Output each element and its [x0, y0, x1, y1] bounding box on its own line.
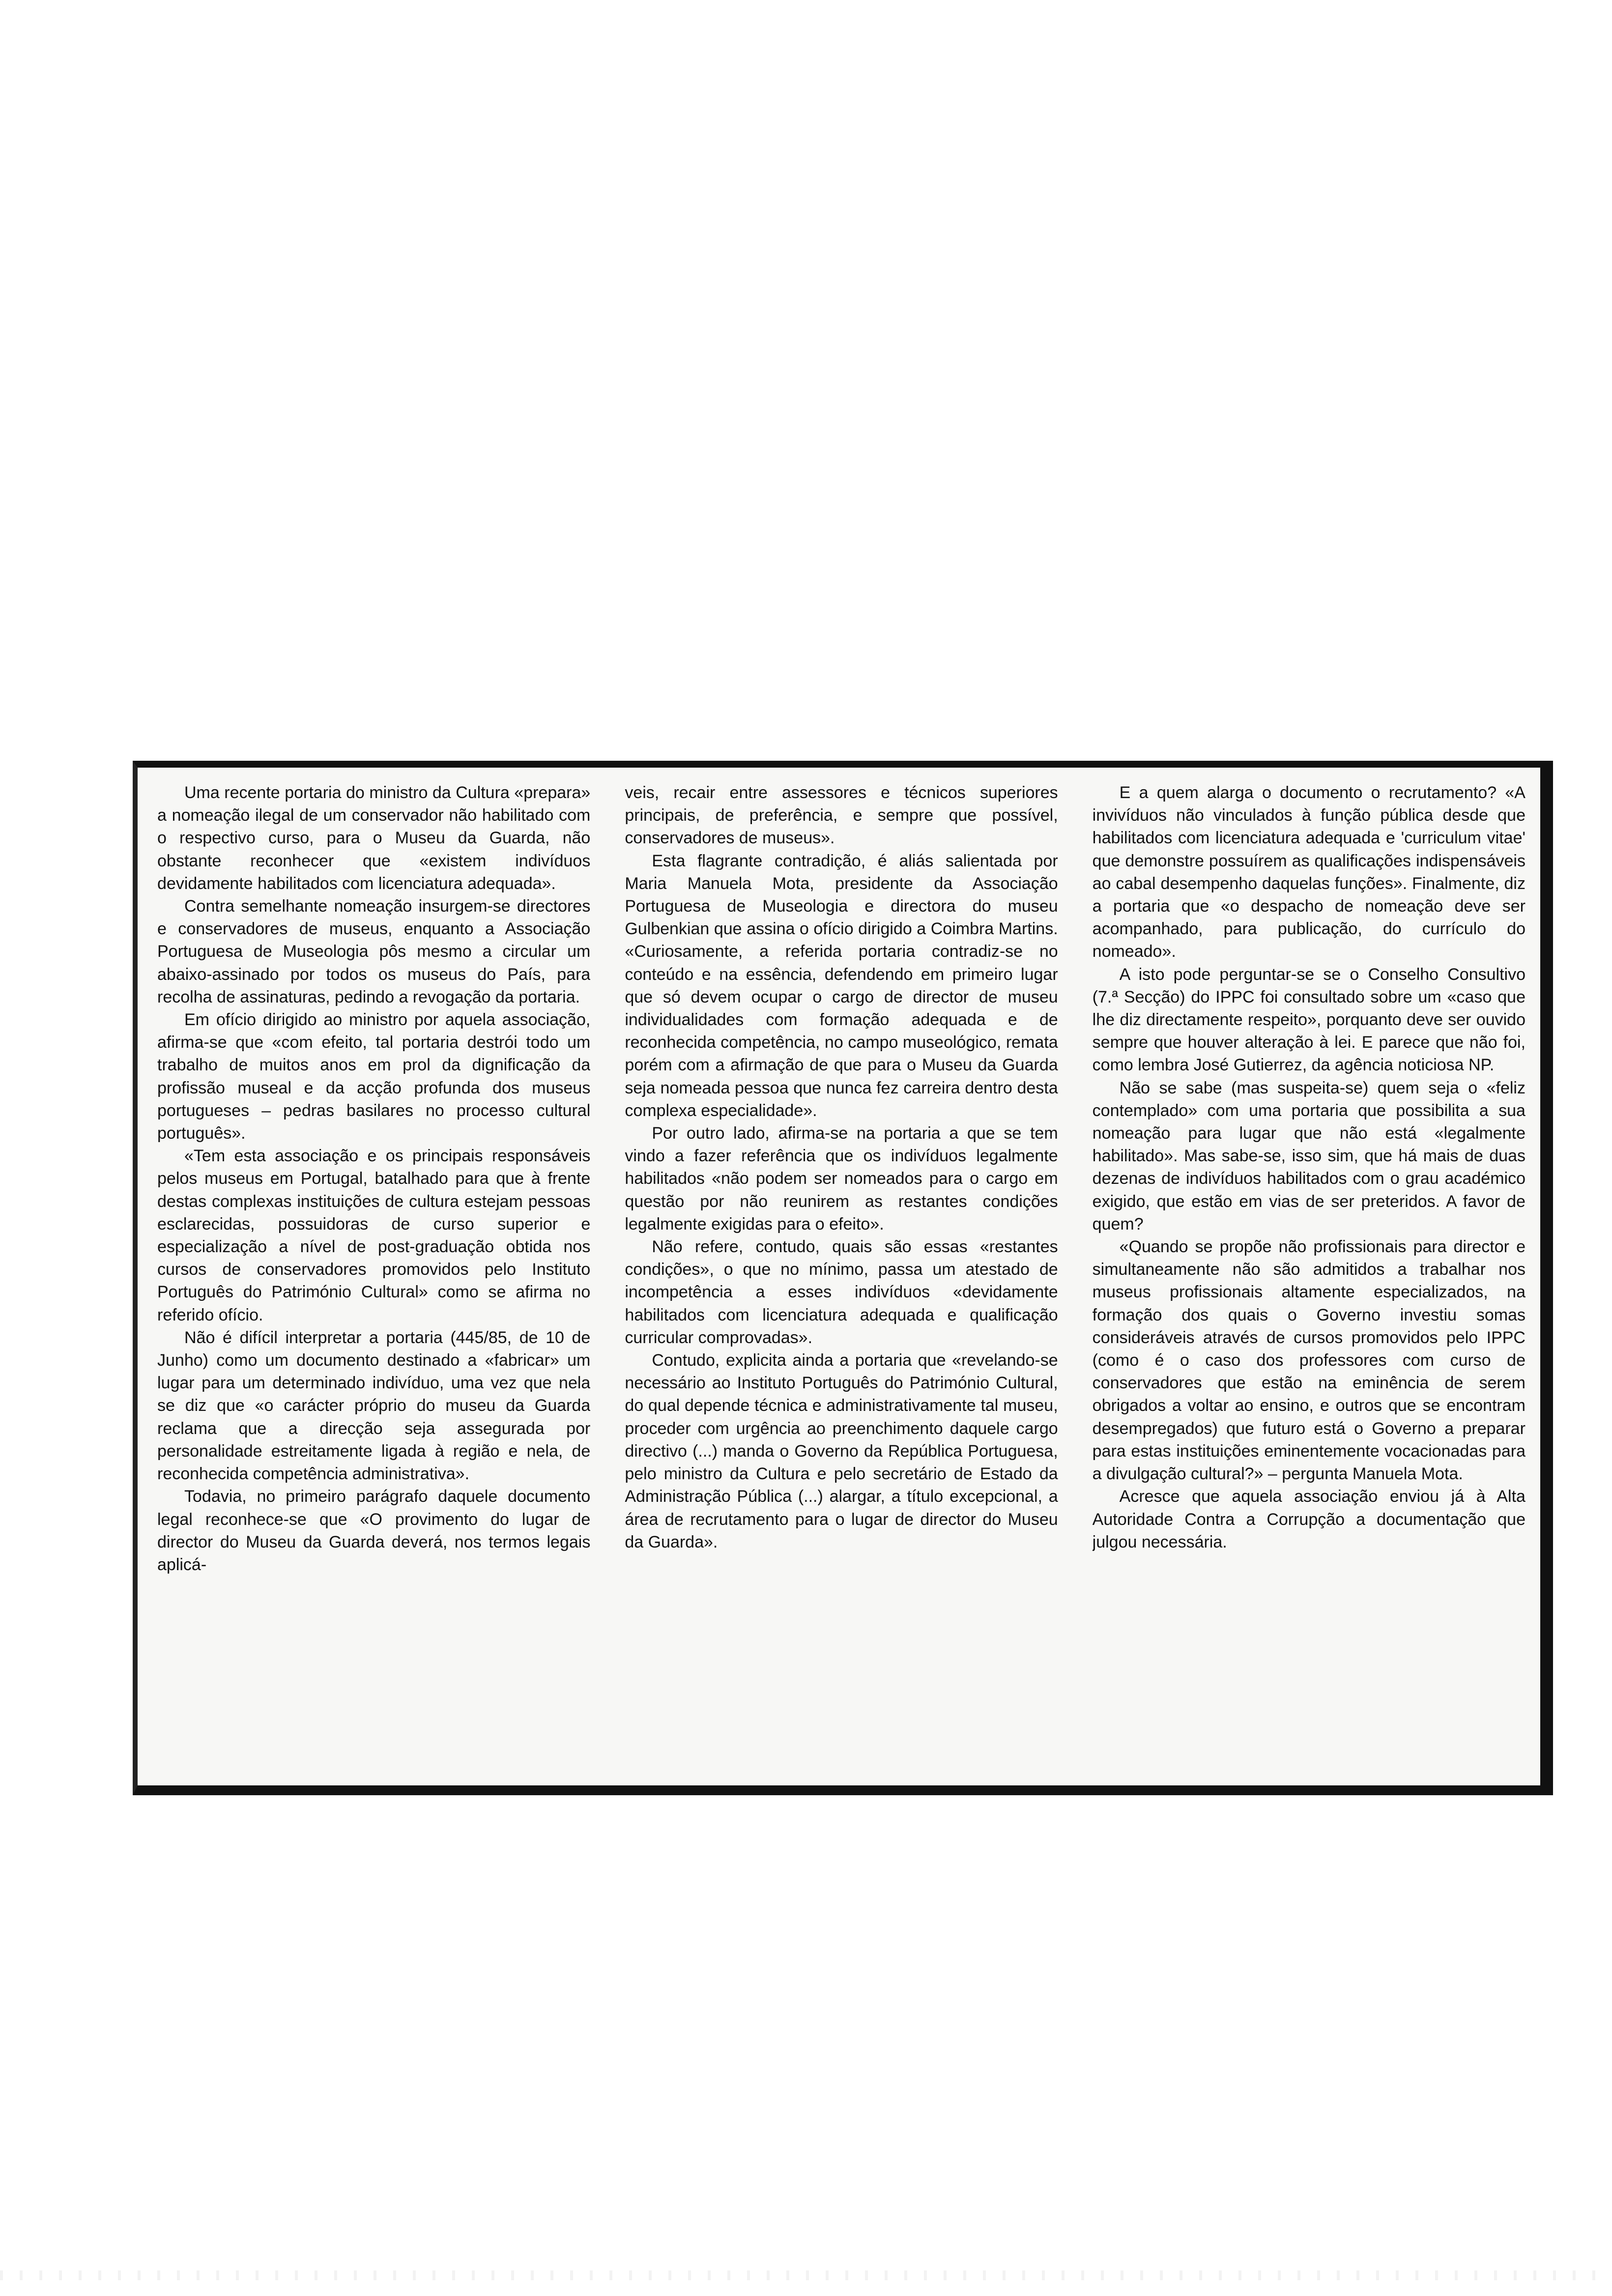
paragraph: Todavia, no primeiro parágrafo daquele documento legal reconhece-se que «O provimento do lugar de director do Museu da Guarda deverá, nos termos legais aplicá- [157, 1487, 591, 1574]
paragraph: Por outro lado, afirma-se na portaria a que se tem vindo a fazer referência que os indivíduos legalmente habilitados «não podem ser nomeados para o cargo em questão por não reunirem as restantes condições legalmente exigidas para o efeito». [625, 1124, 1058, 1234]
paragraph: E a quem alarga o documento o recrutamento? «A invivíduos não vinculados à função pública desde que habilitados com licenciatura adequada e 'curriculum vitae' que demonstre possuírem as qualificações indispensáveis ao cabal desempenho daquelas funções». Finalmente, diz a portaria que «o despacho de nomeação deve ser acompanhado, para publicação, do currículo do nomeado». [1092, 783, 1526, 961]
paragraph: Não é difícil interpretar a portaria (445/85, de 10 de Junho) como um documento destinado a «fabricar» um lugar para um determinado indivíduo, uma vez que nela se diz que «o carácter próprio do museu da Guarda reclama que a direcção seja assegurada por personalidade estreitamente ligada à região e nela, de reconhecida competência administrativa». [157, 1328, 591, 1484]
paragraph: Não refere, contudo, quais são essas «restantes condições», o que no mínimo, passa um atestado de incompetência a esses indivíduos «devidamente habilitados com licenciatura adequada e qualificação curricular comprovadas». [625, 1237, 1058, 1347]
scan-noise [0, 2270, 1612, 2280]
paragraph-continued: veis, recair entre assessores e técnicos superiores principais, de preferência, e sempre que possível, conservadores de museus». [625, 783, 1058, 848]
article-column-2 [625, 781, 1058, 1776]
paragraph: «Quando se propõe não profissionais para director e simultaneamente não são admitidos a trabalhar nos museus profissionais altamente especializados, na formação dos quais o Governo investiu somas consideráveis através de cursos promovidos pelo IPPC (como é o caso dos professores com curso de conservadores que estão na eminência de serem obrigados a voltar ao ensino, e outros que se encontram desempregados) que futuro está o Governo a preparar para estas instituições eminentemente vocacionadas para a divulgação cultural?» – pergunta Manuela Mota. [1092, 1237, 1526, 1484]
paragraph: Contra semelhante nomeação insurgem-se directores e conservadores de museus, enquanto a Associação Portuguesa de Museologia pôs mesmo a circular um abaixo-assinado por todos os museus do País, para recolha de assinaturas, pedindo a revogação da portaria. [157, 897, 591, 1006]
newspaper-clipping [133, 761, 1553, 1795]
paragraph: Em ofício dirigido ao ministro por aquela associação, afirma-se que «com efeito, tal portaria destrói todo um trabalho de muitos anos em prol da dignificação da profissão museal e da acção profunda dos museus portugueses – pedras basilares no processo cultural português». [157, 1010, 591, 1143]
paragraph: Contudo, explicita ainda a portaria que «revelando-se necessário ao Instituto Português do Património Cultural, do qual depende técnica e administrativamente tal museu, proceder com urgência ao preenchimento daquele cargo directivo (...) manda o Governo da República Portuguesa, pelo ministro da Cultura e pelo secretário de Estado da Administração Pública (...) alargar, a título excepcional, a área de recrutamento para o lugar de director do Museu da Guarda». [625, 1351, 1058, 1551]
paragraph: A isto pode perguntar-se se o Conselho Consultivo (7.ª Secção) do IPPC foi consultado sobre um «caso que lhe diz directamente respeito», porquanto deve ser ouvido sempre que houver alteração à lei. E parece que não foi, como lembra José Gutierrez, da agência noticiosa NP. [1092, 965, 1526, 1075]
paragraph: Não se sabe (mas suspeita-se) quem seja o «feliz contemplado» com uma portaria que possibilita a sua nomeação para lugar que não está «legalmente habilitado». Mas sabe-se, isso sim, que há mais de duas dezenas de indivíduos habilitados com o grau académico exigido, que estão em vias de ser preteridos. A favor de quem? [1092, 1078, 1526, 1234]
article-column-1 [157, 781, 590, 1776]
paragraph: «Tem esta associação e os principais responsáveis pelos museus em Portugal, batalhado para que à frente destas complexas instituições de cultura estejam pessoas esclarecidas, possuidoras de curso superior e especialização a nível de post-graduação obtida nos cursos de conservadores promovidos pelo Instituto Português do Património Cultural» como se afirma no referido ofício. [157, 1147, 591, 1324]
paragraph: Acresce que aquela associação enviou já à Alta Autoridade Contra a Corrupção a documentação que julgou necessária. [1092, 1487, 1526, 1551]
article-columns [157, 781, 1526, 1776]
article-column-3 [1093, 781, 1526, 1776]
paragraph: Uma recente portaria do ministro da Cultura «prepara» a nomeação ilegal de um conservador não habilitado com o respectivo curso, para o Museu da Guarda, não obstante reconhecer que «existem indivíduos devidamente habilitados com licenciatura adequada». [157, 783, 591, 893]
paragraph: Esta flagrante contradição, é aliás salientada por Maria Manuela Mota, presidente da Associação Portuguesa de Museologia e directora do museu Gulbenkian que assina o ofício dirigido a Coimbra Martins. «Curiosamente, a referida portaria contradiz-se no conteúdo e na essência, defendendo em primeiro lugar que só devem ocupar o cargo de director de museu individualidades com formação adequada e de reconhecida competência, no campo museológico, remata porém com a afirmação de que para o Museu da Guarda seja nomeada pessoa que nunca fez carreira dentro desta complexa especialidade». [625, 851, 1058, 1120]
